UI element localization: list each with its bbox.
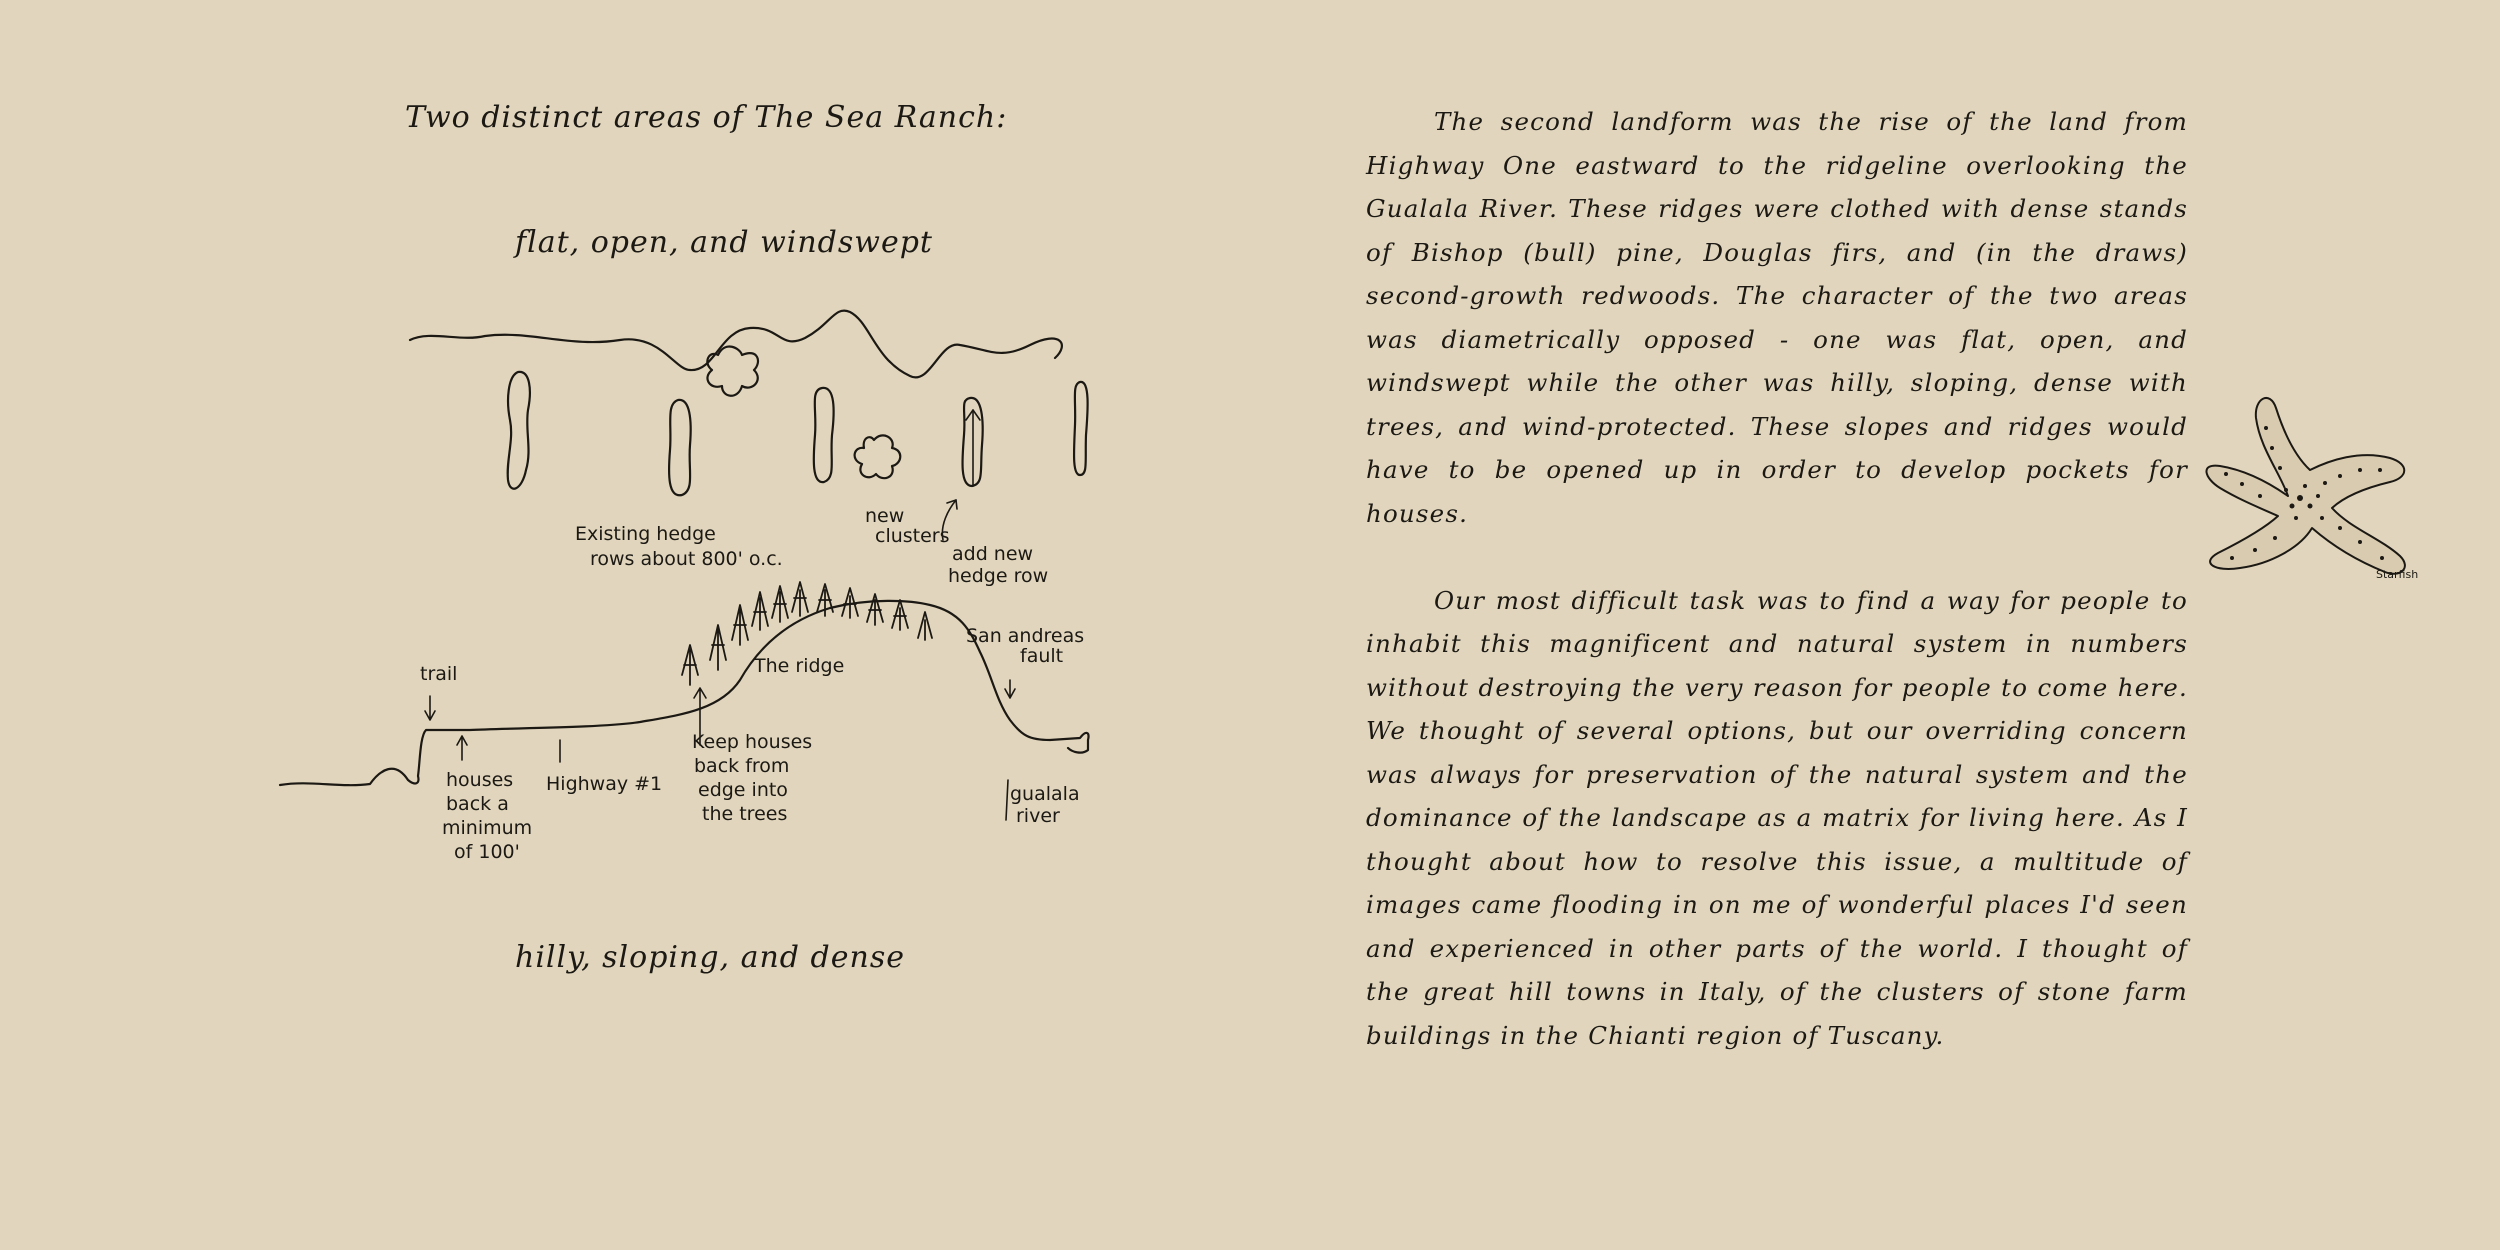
label-new-clusters-2: clusters bbox=[875, 525, 950, 547]
label-keep-houses-4: the trees bbox=[702, 803, 788, 825]
site-sketch bbox=[270, 300, 1120, 890]
body-text bbox=[1366, 100, 2188, 1057]
label-highway: Highway #1 bbox=[546, 773, 663, 795]
label-houses-back: houses bbox=[446, 769, 514, 791]
hedge-row-4 bbox=[1074, 382, 1088, 475]
label-existing-hedge-2: rows about 800' o.c. bbox=[590, 548, 783, 570]
label-gualala: gualala bbox=[1010, 783, 1080, 805]
label-san-andreas: San andreas bbox=[966, 625, 1085, 647]
hedge-row-1 bbox=[508, 372, 530, 489]
label-add-new: add new bbox=[952, 543, 1034, 565]
hedge-row-2 bbox=[669, 400, 691, 495]
label-keep-houses-3: edge into bbox=[698, 779, 788, 801]
label-gualala-2: river bbox=[1016, 805, 1060, 827]
label-trail: trail bbox=[420, 663, 458, 685]
label-houses-back-2: back a bbox=[446, 793, 509, 815]
coastline-line bbox=[410, 311, 1062, 378]
label-the-ridge: The ridge bbox=[754, 655, 845, 677]
label-houses-back-4: of 100' bbox=[454, 841, 520, 863]
paragraph-2: Our most difficult task was to find a way for people to inhabit this magnificent and natural system in numbers without destroying the very reason for people to come here. We thought of several options, but our overriding concern was always for preservation of the natural system and the dominance of the landscape as a matrix for living here. As I thought about how to resolve this issue, a multitude of images came flooding in on me of wonderful places I'd seen and experienced in other parts of the world. I thought of the great hill towns in Italy, of the clusters of stone farm buildings in the Chianti region of Tuscany. bbox=[1366, 585, 2188, 1050]
label-san-andreas-2: fault bbox=[1020, 645, 1064, 667]
label-add-new-2: hedge row bbox=[948, 565, 1049, 587]
label-existing-hedge: Existing hedge bbox=[575, 523, 716, 545]
sketch-caption-top: flat, open, and windswept bbox=[515, 225, 933, 260]
label-keep-houses: Keep houses bbox=[692, 731, 813, 753]
label-new-clusters: new bbox=[865, 505, 905, 527]
sketch-caption-bottom: hilly, sloping, and dense bbox=[515, 940, 905, 975]
tree-cluster-plan bbox=[707, 346, 758, 395]
new-cluster-plan bbox=[855, 435, 901, 478]
page-heading: Two distinct areas of The Sea Ranch: bbox=[405, 100, 1008, 135]
paragraph-1: The second landform was the rise of the land from Highway One eastward to the ridgeline overlooking the Gualala River. These ridges were clothed with dense stands of Bishop (bull) pine, Douglas firs, and (in the draws) second-growth redwoods. The character of the two areas was diametrically opposed - one was flat, open, and windswept while the other was hilly, sloping, dense with trees, and wind-protected. These slopes and ridges would have to be opened up in order to develop pockets for houses. bbox=[1366, 107, 2188, 528]
hedge-row-3 bbox=[814, 388, 834, 482]
starfish-label: Starfish bbox=[2376, 568, 2419, 581]
label-houses-back-3: minimum bbox=[442, 817, 533, 839]
label-keep-houses-2: back from bbox=[694, 755, 790, 777]
starfish-illustration bbox=[2160, 378, 2430, 608]
